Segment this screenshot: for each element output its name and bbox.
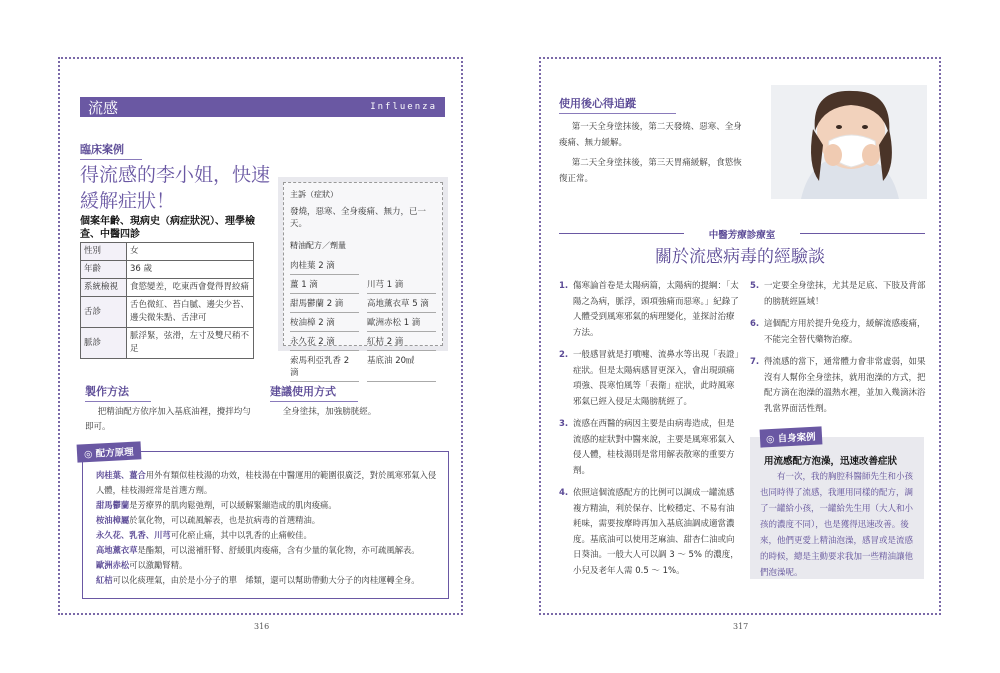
formula-item: 川芎 1 滴 [367, 275, 436, 294]
principle-keyword: 歐洲赤松 [96, 560, 130, 570]
formula-item: 高地薰衣草 5 滴 [367, 294, 436, 313]
principle-keyword: 桉油樟屬 [96, 515, 130, 525]
principle-line [96, 528, 440, 543]
list-item [750, 279, 926, 310]
list-text: 傷寒論首卷是太陽病篇，太陽病的提綱：「太陽之為病，脈浮，頭項強痛而惡寒。」紀錄了人體受到風寒邪氣的病理變化，並探討治療方法。 [573, 281, 739, 338]
topic-banner [80, 97, 445, 117]
method-text: 把精油配方依序加入基底油裡，攪拌均勻即可。 [85, 407, 251, 432]
followup-text [559, 119, 747, 187]
table-key: 系統檢視 [81, 279, 127, 297]
list-number: 6. [750, 319, 760, 329]
list-text: 依照這個流感配方的比例可以調成一罐流感複方精油，利於保存、比較穩定、不易有油耗味，需要按摩時再加入基底油調成適當濃度。基底油可以使用芝麻油、甜杏仁油或向日葵油。一般大人可以調 3 ～ 5% 的濃度，小兒及老年人需 0.5 ～ 1%。 [573, 488, 739, 576]
list-item [750, 355, 926, 417]
table-row [81, 297, 254, 328]
list-number: 2. [559, 350, 569, 360]
formula-item: 永久花 2 滴 [290, 332, 359, 351]
list-text: 一般感冒就是打噴嚏、流鼻水等出現「表證」症狀。但是太陽病感冒更深入，會出現頭痛項強、畏寒怕風等「表衛」症狀，此時風寒邪氣已經入侵足太陽膀胱經了。 [573, 350, 739, 407]
self-case-head: 用流感配方泡澡，迅速改善症狀 [764, 456, 898, 467]
principle-keyword: 永久花、乳香、川芎 [96, 530, 171, 540]
method-label: 製作方法 [85, 385, 129, 398]
table-value: 舌色微紅、苔白膩、邊尖少苔、邊尖微朱點、舌津可 [127, 297, 254, 328]
formula-item: 薑 1 滴 [290, 275, 359, 294]
principle-keyword: 紅桔 [96, 575, 113, 585]
list-number: 5. [750, 281, 760, 291]
principle-body [83, 452, 448, 588]
table-value: 食慾變差，吃東西會覺得胃絞痛 [127, 279, 254, 297]
formula-item [367, 256, 436, 275]
self-case-box [750, 431, 924, 579]
case-subhead: 個案年齡、現病史（病症狀況）、理學檢查、中醫四診 [80, 216, 255, 240]
list-item [559, 348, 741, 410]
principle-text: 是酯類，可以滋補肝腎、舒緩肌肉痠痛，含有少量的氧化物，亦可疏風解表。 [137, 545, 420, 555]
clinic-divider [559, 229, 925, 239]
formula-item: 甜馬鬱蘭 2 滴 [290, 294, 359, 313]
table-key: 年齡 [81, 261, 127, 279]
list-item [559, 417, 741, 479]
experience-list-col2 [750, 279, 926, 424]
table-row [81, 328, 254, 359]
list-item [559, 279, 741, 341]
list-number: 1. [559, 281, 569, 291]
list-number: 3. [559, 419, 569, 429]
table-key: 性別 [81, 243, 127, 261]
principle-tag: ◎ 配方原理 [77, 441, 141, 462]
usage-label: 建議使用方式 [270, 385, 336, 398]
principle-line [96, 558, 440, 573]
formula-item: 桉油樟 2 滴 [290, 313, 359, 332]
principle-line [96, 498, 440, 513]
self-case-body: 有一次，我的胸腔科醫師先生和小孩也同時得了流感，我運用同樣的配方，調了一罐給小孩，一罐給先生用（大人和小孩的濃度不同），也是獲得迅速改善。後來，他們更愛上精油泡澡，感冒或是流感的時候，總是主動要求我加一些精油讓他們泡澡呢。 [760, 472, 914, 578]
principle-box [82, 446, 449, 599]
list-text: 得流感的當下，通常體力會非常虛弱，如果沒有人幫你全身塗抹，就用泡澡的方式，把配方滴在泡澡的溫熱水裡，並加入幾滴沐浴乳當界面活性劑。 [764, 357, 926, 414]
formula-item: 歐洲赤松 1 滴 [367, 313, 436, 332]
formula-item: 基底油 20㎖ [367, 351, 436, 382]
principle-line [96, 468, 440, 498]
list-number: 4. [559, 488, 569, 498]
followup-label: 使用後心得追蹤 [559, 97, 636, 110]
principle-text: 可以化痰理氣，由於是小分子的單 烯類，還可以幫助帶動大分子的肉桂運轉全身。 [112, 575, 420, 585]
principle-text: 於氧化物，可以疏風解表，也是抗病毒的首選精油。 [129, 515, 321, 525]
principle-line [96, 543, 440, 558]
principle-keyword: 肉桂葉、薑合 [96, 470, 146, 480]
case-label: 臨床案例 [80, 143, 124, 156]
banner-english: Influenza [370, 102, 437, 112]
formula-list [290, 256, 436, 382]
list-number: 7. [750, 357, 760, 367]
complaint-label: 主訴（症狀） [290, 190, 338, 199]
principle-text: 是芳療界的肌肉鬆弛劑，可以緩解緊繃造成的肌肉痠痛。 [129, 500, 337, 510]
complaint-text: 發燒，惡寒、全身痠痛、無力，已一天。 [290, 207, 427, 229]
followup-p1: 第一天全身塗抹後，第二天發燒、惡寒、全身痠痛、無力緩解。 [559, 122, 742, 148]
principle-line [96, 573, 440, 588]
formula-box [278, 177, 448, 378]
experience-list-col1 [559, 279, 741, 586]
left-page [58, 57, 463, 615]
formula-label: 精油配方／劑量 [290, 241, 346, 250]
table-row [81, 243, 254, 261]
principle-text: 可化瘀止痛，其中以乳香的止痛較佳。 [170, 530, 312, 540]
list-text: 這個配方用於提升免疫力，緩解流感痠痛，不能完全替代藥物治療。 [764, 319, 926, 345]
list-text: 一定要全身塗抹，尤其是足底、下肢及背部的膀胱經區域！ [764, 281, 926, 307]
list-text: 流感在西醫的病因主要是由病毒造成，但是流感的症狀對中醫來說，主要是風寒邪氣入侵人體，桂枝湯則是常用解表散寒的重要方劑。 [573, 419, 735, 476]
right-page [539, 57, 941, 615]
principle-line [96, 513, 440, 528]
table-key: 舌診 [81, 297, 127, 328]
usage-text: 全身塗抹，加強膀胱經。 [282, 407, 377, 417]
principle-keyword: 高地薰衣草 [96, 545, 138, 555]
table-key: 脈診 [81, 328, 127, 359]
table-value: 女 [127, 243, 254, 261]
self-case-tag: ◎ 自身案例 [760, 426, 822, 447]
table-row [81, 279, 254, 297]
formula-item: 紅桔 2 滴 [367, 332, 436, 351]
principle-text: 可以激勵腎精。 [129, 560, 188, 570]
section-title: 關於流感病毒的經驗談 [655, 247, 825, 267]
principle-text: 用外有類似桂枝湯的功效，桂枝湯在中醫運用的範圍很廣泛，對於風寒邪氣入侵人體，桂枝湯經常是首選方劑。 [96, 470, 437, 495]
followup-p2: 第二天全身塗抹後，第三天胃痛緩解，食慾恢復正常。 [559, 158, 742, 184]
patient-info-table [80, 242, 254, 359]
table-value: 36 歲 [127, 261, 254, 279]
clinic-label: 中醫芳療診療室 [708, 230, 776, 241]
page-number-right: 317 [733, 622, 749, 631]
table-row [81, 261, 254, 279]
banner-title: 流感 [88, 98, 119, 117]
formula-item: 索馬利亞乳香 2 滴 [290, 351, 359, 382]
page-number-left: 316 [254, 622, 270, 631]
sneezing-child-photo [771, 85, 927, 199]
principle-keyword: 甜馬鬱蘭 [96, 500, 130, 510]
case-title: 得流感的李小姐，快速緩解症狀！ [80, 164, 271, 212]
table-value: 脈浮緊，弦滑，左寸及雙尺稍不足 [127, 328, 254, 359]
list-item [750, 317, 926, 348]
formula-item: 肉桂葉 2 滴 [290, 256, 359, 275]
list-item [559, 486, 741, 579]
